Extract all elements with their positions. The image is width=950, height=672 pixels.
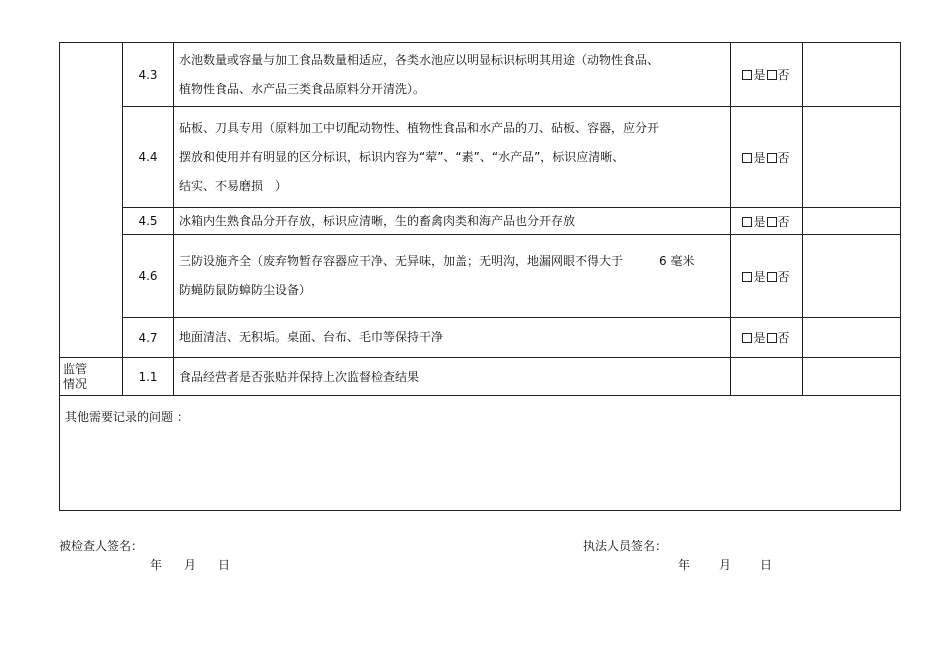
yes-label: 是 [753, 214, 766, 229]
item-number: 4.5 [123, 208, 174, 235]
checkbox-yes[interactable] [742, 153, 752, 163]
content-line: 三防设施齐全（废弃物暂存容器应干净、无异味，加盖；无明沟，地漏网眼不得大于 6 毫米 [179, 254, 695, 268]
no-label: 否 [777, 214, 790, 229]
yes-label: 是 [753, 150, 766, 165]
item-number: 4.4 [123, 107, 174, 208]
note-cell [803, 43, 901, 107]
note-cell [803, 318, 901, 358]
supervision-category [60, 358, 123, 396]
content-line: 水池数量或容量与加工食品数量相适应，各类水池应以明显标识标明其用途（动物性食品、 [179, 52, 660, 67]
content-line: 植物性食品、水产品三类食品原料分开清洗）。 [179, 81, 426, 96]
officer-date-month: 月 [719, 558, 732, 572]
content-line: 地面清洁、无积垢。桌面、台布、毛巾等保持干净 [179, 330, 444, 344]
item-content [174, 318, 731, 358]
item-number: 4.6 [123, 235, 174, 318]
result-cell [731, 43, 803, 107]
content-line: 防蝇防鼠防蟑防尘设备） [179, 283, 312, 297]
result-cell [731, 107, 803, 208]
content-line: 结实、不易磨损 ） [179, 178, 288, 193]
table-row [60, 235, 901, 318]
checkbox-no[interactable] [767, 70, 777, 80]
item-number: 1.1 [123, 358, 174, 396]
note-cell [803, 107, 901, 208]
other-issues-cell[interactable] [60, 396, 901, 511]
item-number: 4.7 [123, 318, 174, 358]
inspected-signature-label: 被检查人签名： [59, 539, 144, 553]
officer-signature-label: 执法人员签名： [583, 539, 668, 553]
checkbox-yes[interactable] [742, 217, 752, 227]
inspected-date-year: 年 [150, 558, 163, 572]
note-cell [803, 208, 901, 235]
content-line: 摆放和使用并有明显的区分标识，标识内容为“荤”、“素”、“水产品”，标识应清晰、 [179, 149, 625, 164]
other-issues-label: 其他需要记录的问题 ： [65, 410, 189, 424]
item-number: 4.3 [123, 43, 174, 107]
category-line: 监管 [63, 361, 88, 376]
result-cell [731, 318, 803, 358]
table-row [60, 396, 901, 511]
table-row [60, 208, 901, 235]
officer-date-day: 日 [760, 558, 773, 572]
checkbox-no[interactable] [767, 217, 777, 227]
yes-label: 是 [753, 68, 766, 82]
item-content [174, 208, 731, 235]
checkbox-no[interactable] [767, 333, 777, 343]
item-content: 食品经营者是否张贴并保持上次监督检查结果 [174, 358, 731, 396]
no-label: 否 [777, 68, 790, 82]
no-label: 否 [777, 269, 790, 284]
category-cell [60, 43, 123, 358]
content-line: 冰箱内生熟食品分开存放，标识应清晰，生的畜禽肉类和海产品也分开存放 [179, 214, 576, 228]
inspected-date-month: 月 [184, 558, 197, 572]
result-cell [731, 235, 803, 318]
checkbox-no[interactable] [767, 153, 777, 163]
checkbox-yes[interactable] [742, 333, 752, 343]
inspected-date-day: 日 [218, 558, 231, 572]
table-row [60, 107, 901, 208]
checkbox-yes[interactable] [742, 70, 752, 80]
checkbox-no[interactable] [767, 272, 777, 282]
table-row [60, 43, 901, 107]
content-line: 砧板、刀具专用（原料加工中切配动物性、植物性食品和水产品的刀、砧板、容器，应分开 [179, 120, 660, 135]
yes-label: 是 [753, 269, 766, 284]
note-cell [803, 235, 901, 318]
no-label: 否 [777, 150, 790, 165]
checkbox-yes[interactable] [742, 272, 752, 282]
inspection-table [59, 42, 901, 511]
table-row [60, 318, 901, 358]
result-cell [731, 358, 803, 396]
category-line: 情况 [63, 376, 88, 391]
result-cell [731, 208, 803, 235]
no-label: 否 [777, 331, 790, 345]
table-row [60, 358, 901, 396]
note-cell [803, 358, 901, 396]
officer-date-year: 年 [678, 558, 691, 572]
yes-label: 是 [753, 331, 766, 345]
item-content [174, 235, 731, 318]
item-content [174, 43, 731, 107]
item-content [174, 107, 731, 208]
